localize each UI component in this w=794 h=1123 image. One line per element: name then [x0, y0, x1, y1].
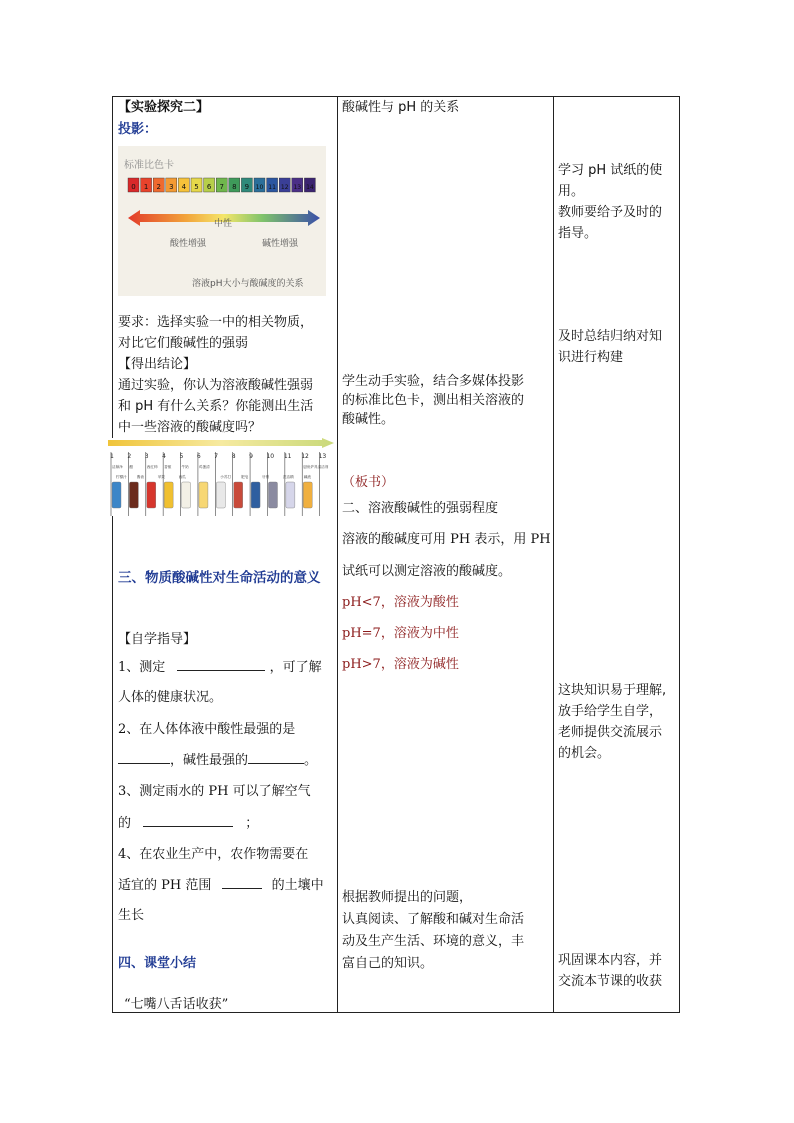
scale-top-label: 香蕉: [164, 465, 172, 469]
q4-answer-blank[interactable]: [222, 874, 262, 889]
note-4-line-2: 交流本节课的收获: [558, 974, 663, 989]
reading-line-1: 根据教师提出的问题，: [342, 890, 473, 905]
card-title: 标准比色卡: [124, 160, 174, 171]
note-3-line-3: 老师提供交流展示: [558, 725, 663, 740]
ph-swatch-number: 10: [255, 184, 264, 191]
scale-product-image: [286, 482, 295, 508]
scale-bottom-label: 酱油: [136, 475, 145, 479]
q2-text-c: 。: [304, 753, 318, 768]
scale-number: 5: [179, 453, 184, 460]
ph-swatch-number: 9: [244, 183, 250, 191]
note-1-line-1: 学习 pH 试纸的使: [558, 163, 663, 178]
experiment-title: 【实验探究二】: [118, 100, 210, 115]
activity-line-1: 学生动手实验，结合多媒体投影: [342, 374, 525, 389]
note-4-line-1: 巩固课本内容，并: [558, 953, 663, 968]
column-divider-1: [337, 97, 338, 1012]
scale-number: 13: [318, 453, 327, 460]
q1-answer-blank[interactable]: [177, 656, 265, 671]
board-section-title: 二、溶液酸碱性的强弱程度: [342, 501, 499, 516]
ph-swatch-number: 8: [232, 183, 237, 191]
note-3-line-1: 这块知识易于理解,: [558, 683, 667, 698]
ph-swatch-number: 14: [306, 184, 314, 191]
scale-bottom-label: 碱液: [303, 475, 311, 479]
scale-product-image: [234, 482, 243, 508]
note-3-line-2: 放手给学生自学，: [558, 704, 663, 719]
scale-number: 8: [231, 453, 236, 460]
board-line-2: 试纸可以测定溶液的酸碱度。: [342, 564, 512, 579]
question-2-line-1: 2、在人体体液中酸性最强的是: [118, 722, 296, 737]
acid-label: 酸性增强: [170, 239, 207, 249]
activity-line-2: 的标准比色卡，测出相关溶液的: [342, 393, 525, 408]
note-1-line-2: 用。: [558, 184, 585, 199]
scale-top-label: 洁厕净: [112, 465, 123, 469]
ph-swatch-number: 6: [206, 183, 212, 191]
scale-bottom-label: 小苏打: [220, 475, 232, 479]
scale-bottom-label: 苹果: [157, 475, 165, 479]
summary-text: “七嘴八舌话收获”: [124, 997, 229, 1012]
ph-swatch-number: 11: [268, 184, 276, 191]
question-4-line-1: 4、在农业生产中，农作物需要在: [118, 847, 309, 862]
scale-number: 3: [144, 453, 149, 460]
scale-bottom-label: 洗洁精: [282, 475, 294, 479]
column-divider-2: [553, 97, 554, 1012]
note-2-line-2: 识进行构建: [558, 350, 624, 365]
scale-bottom-label: 西瓜: [178, 475, 186, 479]
requirement-line-2: 对比它们酸碱性的强弱: [118, 336, 249, 351]
ph-swatch-number: 3: [169, 183, 174, 191]
question-1-line-2: 人体的健康状况。: [118, 690, 223, 705]
q2-text-b: ，碱性最强的: [170, 753, 249, 768]
scale-number: 12: [301, 453, 309, 460]
reading-line-4: 富自己的知识。: [342, 956, 434, 971]
note-2-line-1: 及时总结归纳对知: [558, 329, 663, 344]
ph-swatch-number: 7: [219, 183, 224, 191]
scale-number: 2: [127, 453, 132, 460]
scale-bottom-label: 牙膏: [262, 475, 270, 479]
ph-base-rule: pH>7，溶液为碱性: [342, 657, 459, 672]
ph-neutral-rule: pH=7，溶液为中性: [342, 626, 459, 641]
requirement-line-1: 要求：选择实验一中的相关物质，: [118, 315, 314, 330]
question-2-line-2: [118, 749, 317, 771]
q4-text-b: 适宜的 PH 范围: [118, 878, 212, 893]
scale-top-label: 西红柿: [146, 465, 158, 469]
ph-acid-rule: pH<7，溶液为酸性: [342, 595, 459, 610]
scale-number: 7: [214, 453, 219, 460]
conclusion-line-2: 和 pH 有什么关系？你能测出生活: [118, 399, 314, 414]
scale-product-image: [112, 482, 121, 508]
scale-top-label: 牛奶: [181, 465, 189, 469]
board-line-1: 溶液的酸碱度可用 PH 表示，用 PH: [342, 532, 551, 547]
card-caption: 溶液pH大小与酸碱度的关系: [192, 279, 304, 289]
q2-base-blank[interactable]: [248, 749, 304, 764]
self-study-title: 【自学指导】: [118, 632, 197, 647]
question-4-line-2: [118, 874, 324, 896]
conclusion-title: 【得出结论】: [118, 357, 197, 372]
reading-line-3: 动及生产生活、环境的意义，丰: [342, 934, 525, 949]
scale-number: 6: [196, 453, 201, 460]
scale-product-image: [216, 482, 225, 508]
section-3-heading: 三、物质酸碱性对生命活动的意义: [118, 570, 321, 586]
q2-acid-blank[interactable]: [118, 749, 170, 764]
neutral-label: 中性: [214, 219, 233, 229]
scale-top-label: 厨房炉具清洁剂: [303, 465, 329, 469]
question-4-line-3: 生长: [118, 908, 145, 923]
note-1-line-3: 教师要给予及时的: [558, 205, 663, 220]
section-4-heading: 四、课堂小结: [118, 956, 197, 971]
scale-number: 1: [110, 453, 114, 460]
scale-product-image: [251, 482, 260, 508]
q3-text-b: 的: [118, 816, 132, 831]
ph-swatch-number: 13: [293, 184, 302, 191]
scale-product-image: [164, 482, 173, 508]
question-3-line-2: [118, 812, 258, 834]
scale-bottom-label: 柠檬汁: [116, 475, 127, 479]
conclusion-line-3: 中一些溶液的酸碱度吗？: [118, 420, 262, 435]
scale-product-image: [147, 482, 156, 508]
scale-product-image: [129, 482, 138, 508]
scale-top-label: 鸡蛋清: [198, 465, 210, 469]
scale-number: 9: [249, 453, 253, 460]
ph-swatch-number: 12: [280, 184, 289, 191]
ph-color-card-image: [118, 146, 326, 296]
question-1-line-1: [118, 656, 322, 678]
q4-text-c: 的土壤中: [271, 878, 324, 893]
note-3-line-4: 的机会。: [558, 746, 611, 761]
board-note-label: （板书）: [342, 475, 395, 490]
scale-top-label: 醋: [129, 465, 133, 469]
scale-product-image: [182, 482, 191, 508]
conclusion-line-1: 通过实验，你认为溶液酸碱性强弱: [118, 378, 314, 393]
activity-line-3: 酸碱性。: [342, 412, 395, 427]
scale-bottom-label: 肥皂: [241, 475, 249, 479]
scale-number: 11: [283, 453, 292, 460]
ph-swatch-number: 1: [143, 183, 149, 191]
q3-answer-blank[interactable]: [143, 812, 233, 827]
scale-number: 4: [162, 453, 166, 460]
q1-text-a: 1、测定: [118, 660, 166, 675]
ph-swatch-number: 0: [131, 183, 136, 191]
scale-product-image: [199, 482, 208, 508]
reading-line-2: 认真阅读、了解酸和碱对生命活: [342, 912, 525, 927]
base-label: 碱性增强: [262, 239, 299, 249]
note-1-line-4: 指导。: [558, 226, 598, 241]
ph-swatch-number: 4: [181, 183, 187, 191]
scale-product-image: [268, 482, 277, 508]
question-3-line-1: 3、测定雨水的 PH 可以了解空气: [118, 784, 311, 799]
ph-swatch-number: 5: [194, 183, 199, 191]
scale-product-image: [303, 482, 312, 508]
projection-label: 投影：: [118, 122, 158, 137]
ph-relation-heading: 酸碱性与 pH 的关系: [342, 100, 460, 115]
q3-text-c: ；: [245, 816, 259, 831]
scale-number: 10: [266, 453, 275, 460]
ph-swatch-number: 2: [156, 183, 161, 191]
q1-text-b: ，可了解: [269, 660, 322, 675]
everyday-ph-scale-image: [108, 438, 334, 516]
